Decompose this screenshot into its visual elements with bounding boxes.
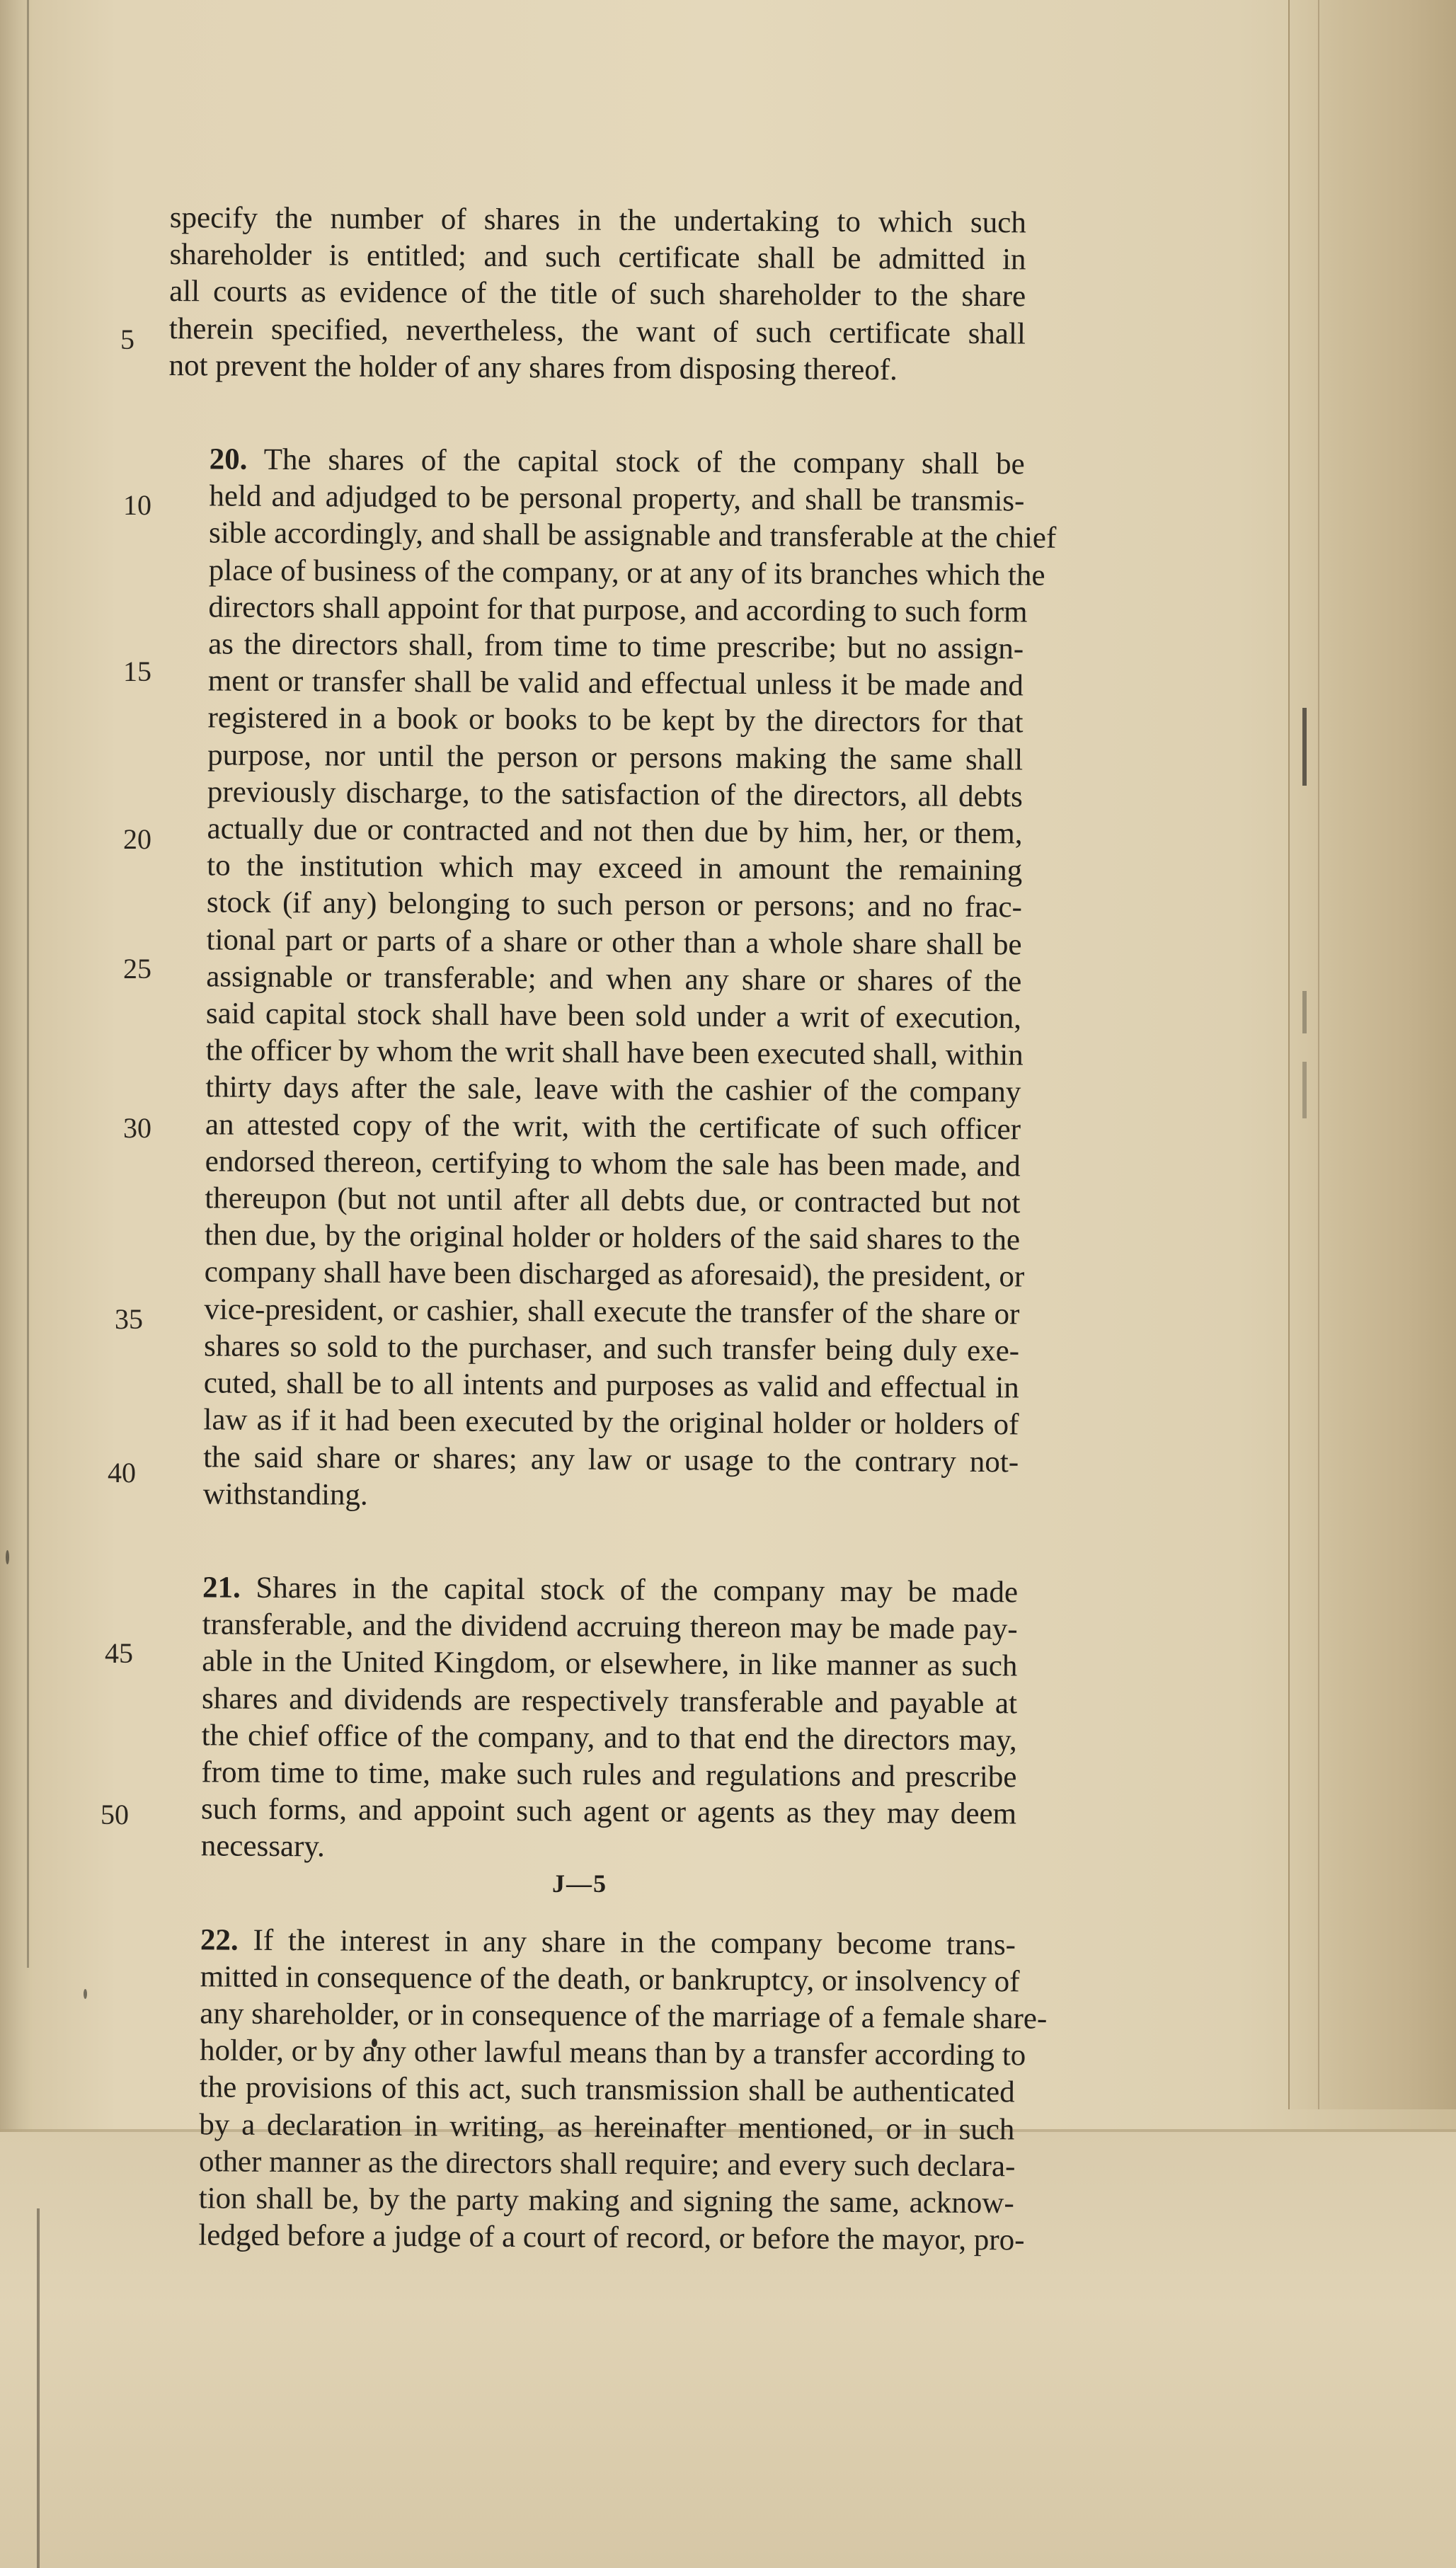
text-line: thereupon (but not until after all debts due, or contracted but not (205, 1181, 1021, 1220)
text-line: endorsed thereon, certifying to whom the sale has been made, and (205, 1145, 1021, 1183)
text-line: withstanding. (202, 1477, 368, 1512)
text-line: as the directors shall, from time to time prescribe; but no assign- (208, 627, 1024, 666)
text-line: able in the United Kingdom, or elsewhere, in like manner as such (202, 1644, 1018, 1683)
text-line: such forms, and appoint such agent or agents as they may deem (200, 1792, 1017, 1831)
text-line: transferable, and the dividend accruing thereon may be made pay- (202, 1607, 1018, 1646)
text-line: held and adjudged to be personal property, and shall be transmis- (209, 479, 1025, 518)
text-line: shares and dividends are respectively transferable and payable at (201, 1681, 1018, 1720)
underlying-binding-line (37, 2208, 40, 2568)
text-line: the chief office of the company, and to that end the directors may, (201, 1719, 1017, 1758)
text-line: thirty days after the sale, leave with the cashier of the company (205, 1070, 1021, 1109)
text-line: an attested copy of the writ, with the certificate of such officer (205, 1108, 1021, 1147)
text-line: place of business of the company, or at any of its branches which the (208, 553, 1045, 592)
text-line: all courts as evidence of the title of such shareholder to the share (169, 275, 1026, 314)
line-number: 10 (123, 489, 151, 521)
text-line: not prevent the holder of any shares from disposing thereof. (168, 348, 898, 387)
text-line: the said share or shares; any law or usage to the contrary not- (203, 1440, 1019, 1479)
text-line: law as if it had been executed by the original holder or holders of (203, 1403, 1019, 1442)
section-paragraph (162, 441, 1057, 1518)
text-line: stock (if any) belonging to such person or persons; and no frac- (206, 885, 1023, 924)
text-line: the provisions of this act, such transmission shall be authenticated (199, 2070, 1015, 2109)
text-line: ledged before a judge of a court of record, or before the mayor, pro- (198, 2218, 1025, 2257)
text-line: any shareholder, or in consequence of the marriage of a female share- (200, 1997, 1048, 2036)
text-line: holder, or by any other lawful means than by a transfer according to (199, 2034, 1026, 2073)
tear-mark (1302, 991, 1307, 1033)
text-line (168, 441, 1025, 483)
text-line: company shall have been discharged as aforesaid), the president, or (204, 1255, 1025, 1294)
text-line: to the institution which may exceed in amount the remaining (207, 849, 1023, 888)
text-line: then due, by the original holder or holders of the said shares to the (204, 1218, 1021, 1257)
line-number: 15 (123, 655, 151, 687)
page-crease (1318, 0, 1319, 2109)
text-line: mitted in consequence of the death, or bankruptcy, or insolvency of (200, 1960, 1020, 1999)
text-line: specify the number of shares in the undertaking to which such (169, 200, 1026, 240)
document-body (157, 200, 1057, 2259)
line-text: Shares in the capital stock of the company may be made (256, 1571, 1019, 1610)
line-number: 50 (101, 1799, 129, 1830)
text-line (161, 1569, 1018, 1612)
text-line: directors shall appoint for that purpose, and according to such form (208, 590, 1028, 629)
section-paragraph (160, 1569, 1019, 1870)
text-line: from time to time, make such rules and regulations and prescribe (201, 1755, 1017, 1794)
text-line: sible accordingly, and shall be assignable and transferable at the chief (208, 516, 1057, 556)
text-line: necessary. (200, 1829, 326, 1864)
text-line: registered in a book or books to be kept by the directors for that (207, 701, 1024, 740)
line-number: 20 (123, 823, 151, 855)
line-text: The shares of the capital stock of the company shall be (263, 442, 1025, 481)
text-line: tional part or parts of a share or other than a whole share shall be (206, 922, 1022, 962)
line-text: If the interest in any share in the company become trans- (253, 1923, 1016, 1961)
right-page-strip (1288, 0, 1456, 2109)
section-number: 21. (202, 1571, 241, 1605)
line-number: 25 (123, 953, 151, 985)
binding-line (27, 0, 29, 1968)
text-line: by a declaration in writing, as hereinafter mentioned, or in such (199, 2107, 1015, 2146)
line-number: 30 (123, 1112, 151, 1144)
text-line: therein specified, nevertheless, the want of such certificate shall (168, 311, 1026, 350)
text-line: previously discharge, to the satisfaction of the directors, all debts (207, 775, 1024, 814)
section-number: 22. (200, 1922, 239, 1957)
text-line: vice-president, or cashier, shall execute the transfer of the share or (204, 1292, 1020, 1331)
line-number: 5 (120, 323, 134, 355)
section-paragraph (157, 1921, 1048, 2259)
continued-paragraph (168, 200, 1026, 389)
text-line (159, 1921, 1016, 1964)
text-line: said capital stock shall have been sold under a writ of execution, (205, 997, 1022, 1036)
text-line: assignable or transferable; and when any share or shares of the (206, 960, 1022, 999)
text-line: shareholder is entitled; and such certificate shall be admitted in (169, 238, 1026, 277)
line-number: 45 (105, 1637, 133, 1669)
ink-speck (84, 1989, 87, 1999)
text-line: purpose, nor until the person or persons making the same shall (207, 738, 1024, 777)
tear-mark (1302, 1062, 1307, 1118)
section-number: 20. (209, 442, 248, 476)
line-number: 35 (115, 1303, 143, 1335)
text-line: cuted, shall be to all intents and purposes as valid and effectual in (203, 1366, 1019, 1405)
text-line: ment or transfer shall be valid and effectual unless it be made and (207, 664, 1024, 703)
text-line: actually due or contracted and not then due by him, her, or them, (207, 812, 1023, 851)
tear-mark (1302, 708, 1307, 786)
text-line: tion shall be, by the party making and signing the same, acknow- (198, 2182, 1014, 2220)
line-number: 40 (108, 1457, 136, 1489)
page-signature-mark: J—5 (552, 1869, 607, 1898)
text-line: the officer by whom the writ shall have been executed shall, within (205, 1033, 1024, 1072)
ink-speck (6, 1550, 9, 1564)
text-line: shares so sold to the purchaser, and such transfer being duly exe- (203, 1329, 1020, 1368)
text-line: other manner as the directors shall require; and every such declara- (198, 2145, 1016, 2184)
